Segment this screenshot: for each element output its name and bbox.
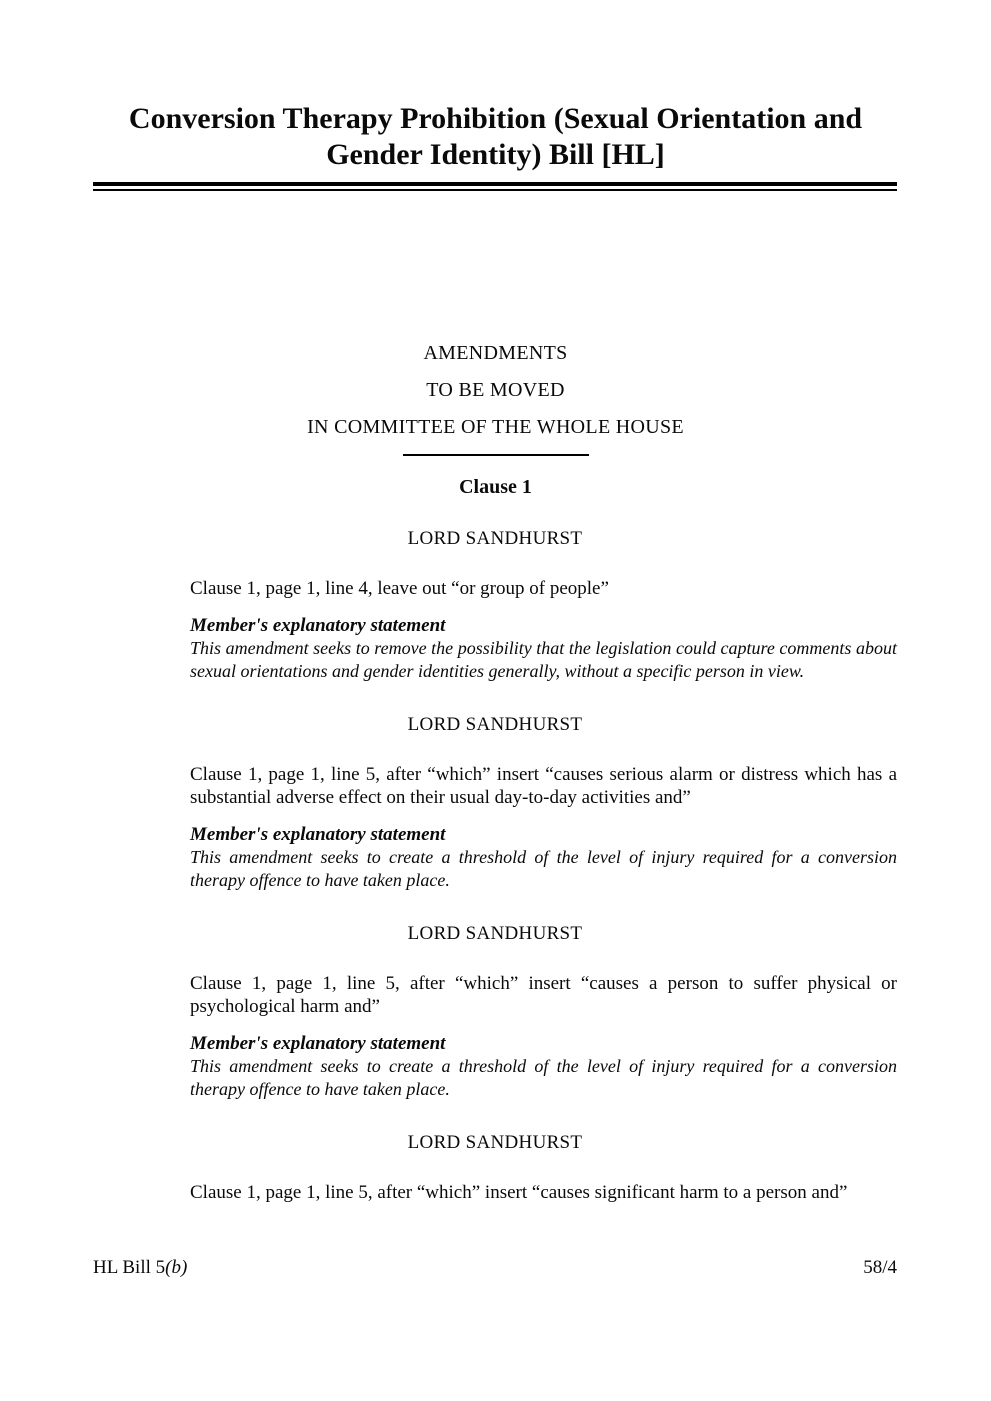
page-title xyxy=(0,0,991,173)
heading-divider-rule xyxy=(403,454,589,456)
amendment-section-1 xyxy=(93,528,897,683)
explanatory-statement-heading: Member's explanatory statement xyxy=(190,824,446,845)
page-title-line-2: Gender Identity) Bill [HL] xyxy=(326,138,665,171)
amendment-section-3 xyxy=(93,923,897,1101)
explanatory-statement-heading: Member's explanatory statement xyxy=(190,1033,446,1054)
amendment-text: Clause 1, page 1, line 5, after “which” insert “causes a person to suffer physical or psychological harm and” xyxy=(190,973,897,1017)
heading-to-be-moved: TO BE MOVED xyxy=(426,379,565,401)
heading-committee: IN COMMITTEE OF THE WHOLE HOUSE xyxy=(307,416,684,438)
amendment-text: Clause 1, page 1, line 5, after “which” insert “causes significant harm to a person and” xyxy=(190,1182,848,1203)
bill-reference-prefix: HL Bill 5 xyxy=(93,1257,166,1278)
explanatory-statement xyxy=(190,614,897,683)
title-divider-rule xyxy=(93,182,897,191)
mover-name: LORD SANDHURST xyxy=(407,923,583,944)
clause-heading: Clause 1 xyxy=(459,476,532,498)
page-footer xyxy=(93,1257,897,1279)
explanatory-statement-text: This amendment seeks to create a threshold of the level of injury required for a conversion therapy offence to have taken place. xyxy=(190,1056,897,1099)
amendment-text: Clause 1, page 1, line 4, leave out “or group of people” xyxy=(190,578,609,599)
amendment-section-4 xyxy=(93,1132,897,1204)
explanatory-statement xyxy=(190,1032,897,1101)
mover-name: LORD SANDHURST xyxy=(407,1132,583,1153)
explanatory-statement-text: This amendment seeks to create a threshold of the level of injury required for a conversion therapy offence to have taken place. xyxy=(190,847,897,890)
bill-reference xyxy=(93,1257,187,1279)
amendment-text: Clause 1, page 1, line 5, after “which” insert “causes serious alarm or distress which has a substantial adverse effect on their usual day-to-day activities and” xyxy=(190,764,897,808)
mover-name: LORD SANDHURST xyxy=(407,714,583,735)
mover-name: LORD SANDHURST xyxy=(407,528,583,549)
session-reference: 58/4 xyxy=(863,1257,897,1278)
explanatory-statement-text: This amendment seeks to remove the possibility that the legislation could capture comments about sexual orientations and gender identities generally, without a specific person in view. xyxy=(190,638,897,681)
explanatory-statement-heading: Member's explanatory statement xyxy=(190,615,446,636)
document-headings xyxy=(0,343,991,497)
explanatory-statement xyxy=(190,823,897,892)
bill-reference-suffix: (b) xyxy=(165,1257,188,1278)
amendment-section-2 xyxy=(93,714,897,892)
heading-amendments: AMENDMENTS xyxy=(423,342,568,364)
amendments-content xyxy=(93,528,897,1204)
page-title-line-1: Conversion Therapy Prohibition (Sexual Orientation and xyxy=(128,102,863,135)
